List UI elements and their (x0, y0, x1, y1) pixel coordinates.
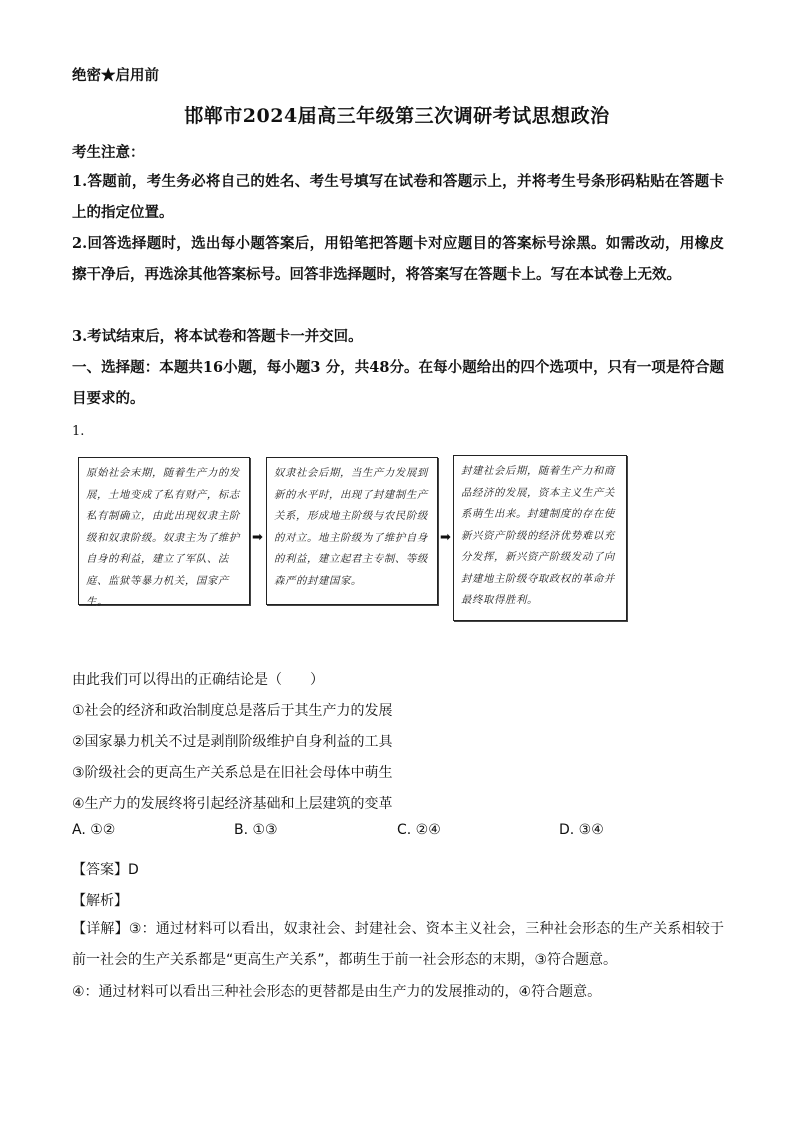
answer-options (72, 822, 724, 850)
notice-heading: 考生注意： (72, 144, 145, 161)
section-heading: 一、选择题：本题共16小题，每小题3 分，共48分。在每小题给出的四个选项中，只有一项是符合题目要求的。 (72, 359, 724, 407)
option-b: B. ①③ (234, 822, 278, 838)
question-stem: 由此我们可以得出的正确结论是（ ） (72, 672, 324, 688)
page-title: 邯郸市2024届高三年级第三次调研考试思想政治 (184, 105, 610, 127)
option-d: D. ③④ (559, 822, 604, 838)
arrow-right-icon: ➡ (252, 530, 263, 545)
confidential-label: 绝密★启用前 (72, 67, 159, 84)
flow-box-feudal-society: 封建社会后期，随着生产力和商品经济的发展，资本主义生产关系萌生出来。封建制度的存在使新兴资产阶级的经济优势难以充分发挥，新兴资产阶级发动了向封建地主阶级夺取政权的革命并最终取得胜利。 (453, 455, 627, 621)
analysis-label: 【解析】 (72, 893, 128, 909)
option-c: C. ②④ (397, 822, 441, 838)
statement-1: ①社会的经济和政治制度总是落后于其生产力的发展 (72, 703, 393, 719)
detail-paragraph-2: ④：通过材料可以看出三种社会形态的更替都是由生产力的发展推动的，④符合题意。 (72, 984, 602, 1000)
answer-label: 【答案】D (72, 862, 139, 878)
flow-box-slave-society: 奴隶社会后期，当生产力发展到新的水平时，出现了封建制生产关系，形成地主阶级与农民阶级的对立。地主阶级为了维护自身的利益，建立起君主专制、等级森严的封建国家。 (266, 457, 438, 605)
flow-box-primitive-society: 原始社会末期，随着生产力的发展，土地变成了私有财产，标志私有制确立，由此出现奴隶主阶级和奴隶阶级。奴隶主为了维护自身的利益，建立了军队、法庭、监狱等暴力机关，国家产生。 (78, 457, 250, 605)
notice-item-2: 2.回答选择题时，选出每小题答案后，用铅笔把答题卡对应题目的答案标号涂黑。如需改动，用橡皮擦干净后，再选涂其他答案标号。回答非选择题时，将答案写在答题卡上。写在本试卷上无效。 (72, 235, 724, 283)
notice-item-3: 3.考试结束后，将本试卷和答题卡一并交回。 (72, 328, 363, 345)
detail-paragraph-1: 【详解】③：通过材料可以看出，奴隶社会、封建社会、资本主义社会，三种社会形态的生产关系相较于前一社会的生产关系都是“更高生产关系”，都萌生于前一社会形态的末期，③符合题意。 (72, 921, 724, 968)
statement-3: ③阶级社会的更高生产关系总是在旧社会母体中萌生 (72, 765, 393, 781)
option-a: A. ①② (72, 822, 116, 838)
question-number: 1. (72, 424, 85, 439)
statement-4: ④生产力的发展终将引起经济基础和上层建筑的变革 (72, 796, 393, 812)
notice-item-1: 1.答题前，考生务必将自己的姓名、考生号填写在试卷和答题示上，并将考生号条形码粘贴在答题卡上的指定位置。 (72, 173, 724, 221)
statement-2: ②国家暴力机关不过是剥削阶级维护自身利益的工具 (72, 734, 393, 750)
history-flow-diagram (72, 452, 632, 622)
arrow-right-icon: ➡ (440, 530, 451, 545)
